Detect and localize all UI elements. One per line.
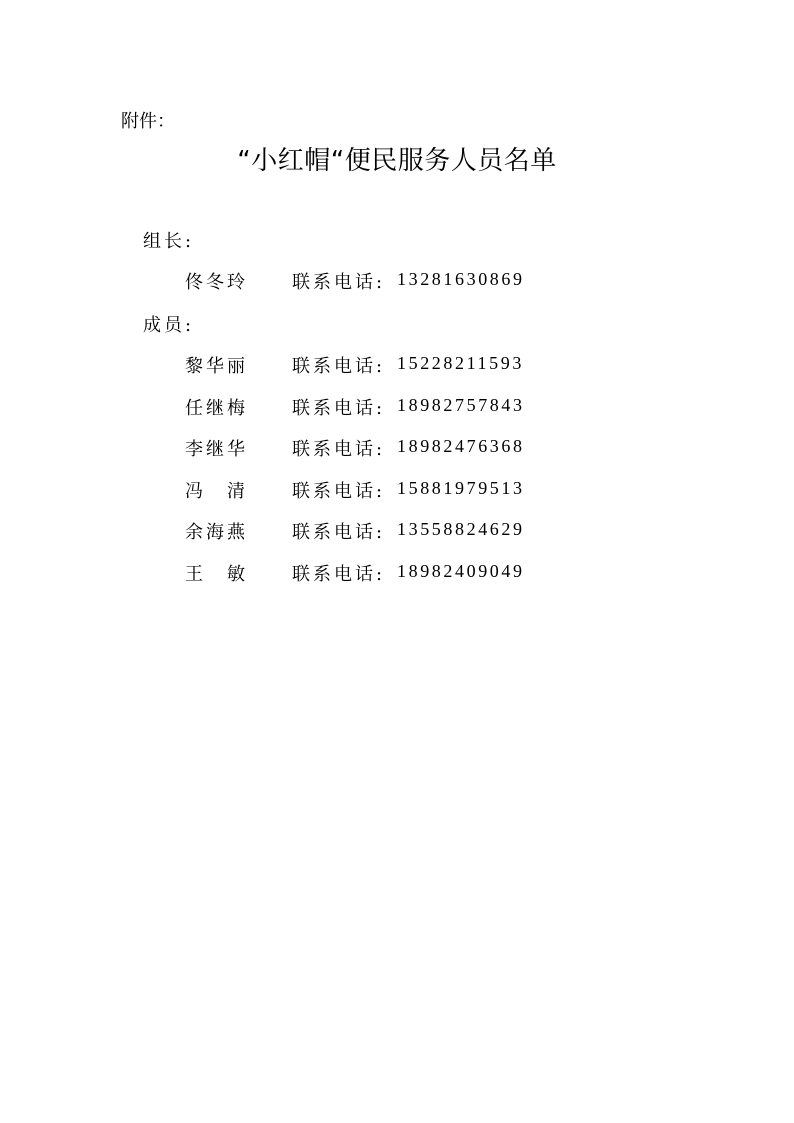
phone-label: 联系电话: (292, 272, 386, 293)
phone-number: 18982757843 (397, 395, 525, 415)
person-name: 余海燕 (185, 522, 248, 543)
attachment-label: 附件： (121, 111, 175, 132)
phone-number: 18982476368 (397, 436, 525, 456)
page-title: “小红帽“便民服务人员名单 (237, 146, 557, 176)
person-name: 任继梅 (185, 398, 248, 419)
phone-number: 18982409049 (397, 561, 525, 581)
phone-label: 联系电话: (292, 481, 386, 502)
person-name: 黎华丽 (185, 356, 248, 377)
phone-number: 13558824629 (397, 519, 525, 539)
phone-label: 联系电话: (292, 564, 386, 585)
person-name: 王 敏 (185, 564, 248, 585)
phone-label: 联系电话: (292, 356, 386, 377)
phone-label: 联系电话: (292, 398, 386, 419)
person-name: 李继华 (185, 439, 248, 460)
phone-number: 15228211593 (397, 353, 524, 373)
members-section-label: 成员: (143, 315, 195, 336)
phone-number: 15881979513 (397, 478, 525, 498)
leader-section-label: 组长: (143, 231, 195, 252)
phone-label: 联系电话: (292, 439, 386, 460)
phone-label: 联系电话: (292, 522, 386, 543)
person-name: 佟冬玲 (185, 272, 248, 293)
phone-number: 13281630869 (397, 269, 525, 289)
person-name: 冯 清 (185, 481, 248, 502)
